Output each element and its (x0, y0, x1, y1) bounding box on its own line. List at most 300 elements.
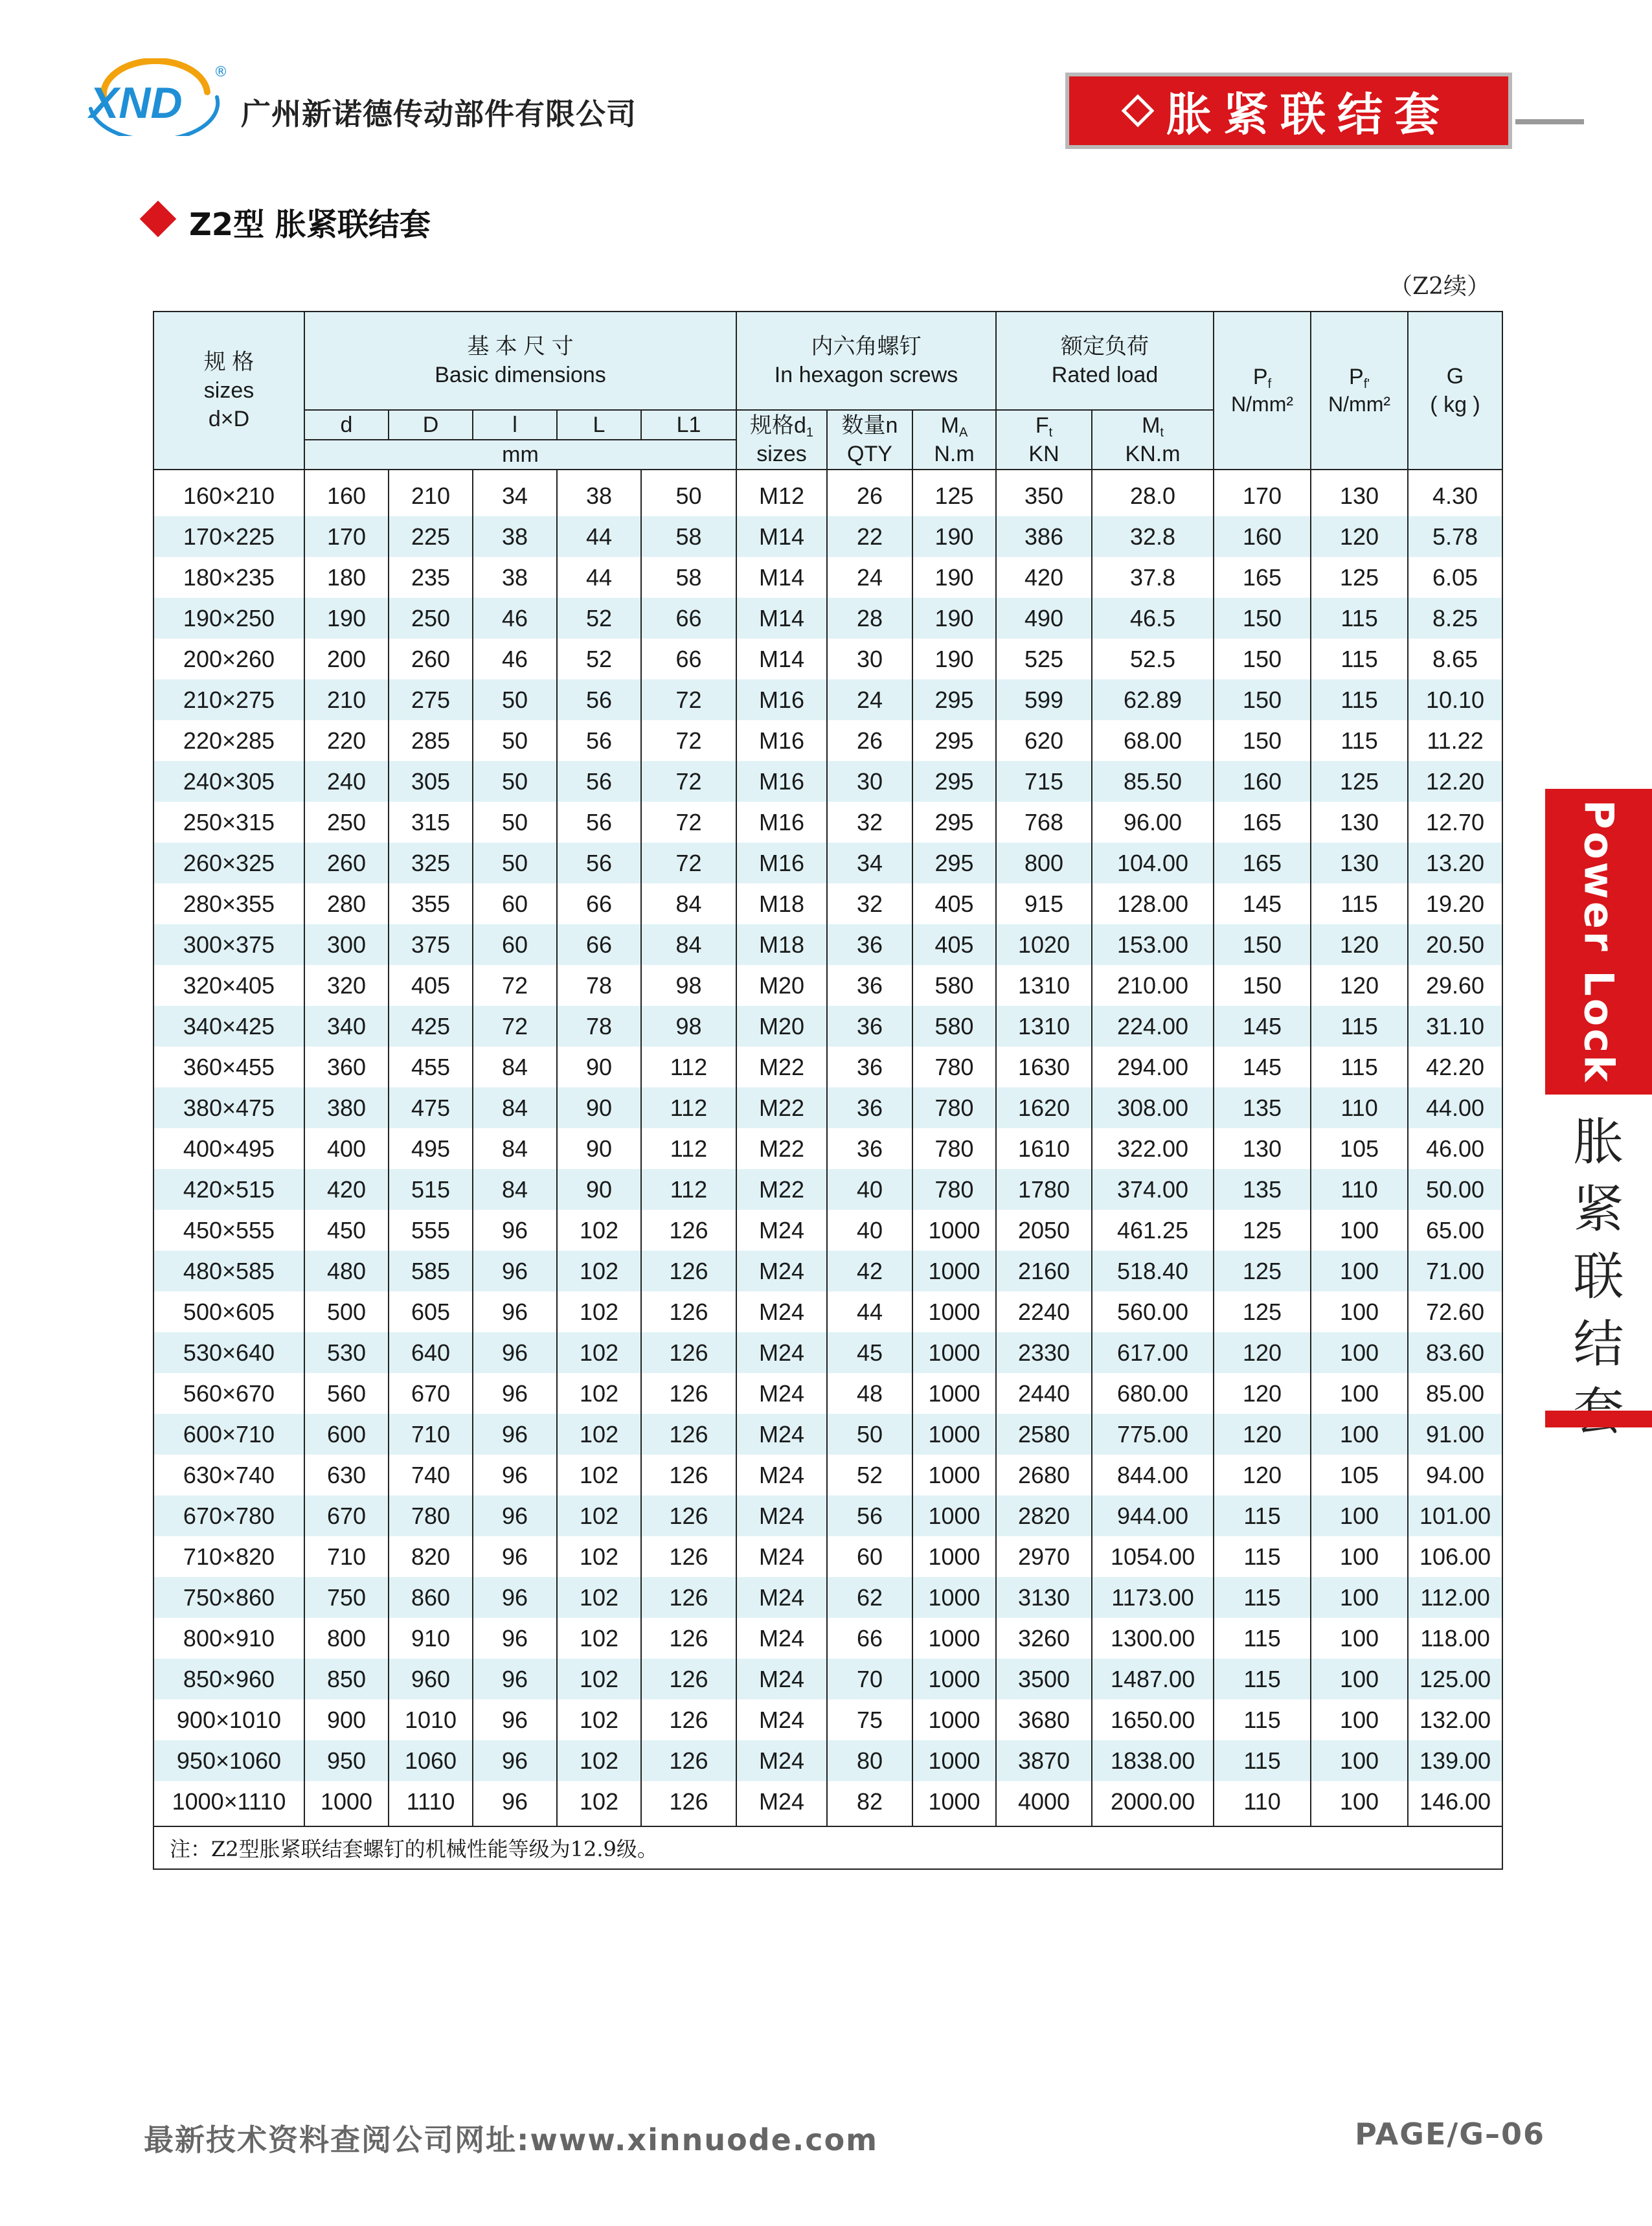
table-cell: 780 (912, 1169, 996, 1210)
table-cell: 585 (389, 1251, 473, 1291)
table-cell: M16 (736, 802, 827, 843)
table-cell: M24 (736, 1618, 827, 1659)
table-row (153, 761, 1502, 802)
table-cell: 96 (473, 1495, 557, 1536)
table-cell: 300×375 (153, 924, 304, 965)
header-pf (1214, 312, 1311, 470)
table-cell: 375 (389, 924, 473, 965)
table-cell: 150 (1214, 924, 1311, 965)
table-cell: 125 (1311, 557, 1408, 598)
table-row (153, 639, 1502, 679)
table-cell: 130 (1311, 802, 1408, 843)
table-cell: 350 (996, 470, 1092, 516)
table-cell: 190 (304, 598, 389, 639)
table-cell: 115 (1214, 1536, 1311, 1577)
table-cell: 100 (1311, 1659, 1408, 1699)
table-cell: 96 (473, 1699, 557, 1740)
table-cell: 132.00 (1408, 1699, 1502, 1740)
table-cell: 112 (641, 1128, 736, 1169)
header-load-cn: 额定负荷 (1061, 334, 1149, 359)
header-rule-right (1515, 119, 1584, 124)
table-cell: 910 (389, 1618, 473, 1659)
header-pf-unit: N/mm² (1231, 392, 1294, 416)
table-cell: 126 (641, 1373, 736, 1414)
table-cell: 118.00 (1408, 1618, 1502, 1659)
table-cell: 420 (996, 557, 1092, 598)
table-cell: 780 (912, 1047, 996, 1087)
table-cell: 3870 (996, 1740, 1092, 1781)
table-cell: 100 (1311, 1210, 1408, 1251)
table-cell: 750 (304, 1577, 389, 1618)
table-cell: 340 (304, 1006, 389, 1047)
table-cell: 58 (641, 516, 736, 557)
company-logo (78, 58, 233, 136)
table-cell: 374.00 (1092, 1169, 1214, 1210)
table-cell: 2160 (996, 1251, 1092, 1291)
table-cell: 915 (996, 883, 1092, 924)
table-cell: M24 (736, 1414, 827, 1455)
table-cell: 115 (1214, 1577, 1311, 1618)
table-cell: 112 (641, 1047, 736, 1087)
table-cell: 44.00 (1408, 1087, 1502, 1128)
table-cell: 1000 (912, 1455, 996, 1495)
table-cell: 1110 (389, 1781, 473, 1826)
table-cell: 96 (473, 1618, 557, 1659)
header-mt-symbol: M (1142, 413, 1160, 438)
table-cell: 710×820 (153, 1536, 304, 1577)
table-cell: M16 (736, 679, 827, 720)
table-row (153, 1128, 1502, 1169)
table-cell: 325 (389, 843, 473, 883)
table-cell: 56 (557, 720, 641, 761)
table-cell: 135 (1214, 1169, 1311, 1210)
table-cell: 165 (1214, 802, 1311, 843)
table-cell: M24 (736, 1536, 827, 1577)
side-tab-char: 紧 (1573, 1181, 1624, 1239)
table-cell: 115 (1311, 1006, 1408, 1047)
table-cell: M20 (736, 965, 827, 1006)
footer-website: 最新技术资料查阅公司网址:www.xinnuode.com (144, 2122, 879, 2157)
spec-table (153, 311, 1503, 1870)
header-spec-d1 (736, 410, 827, 470)
table-cell: 1300.00 (1092, 1618, 1214, 1659)
table-cell: 84 (641, 883, 736, 924)
table-cell: 225 (389, 516, 473, 557)
header-load-en: Rated load (1051, 363, 1159, 387)
table-cell: 617.00 (1092, 1332, 1214, 1373)
table-cell: 115 (1214, 1740, 1311, 1781)
table-cell: 102 (557, 1495, 641, 1536)
header-D-upper: D (389, 410, 473, 440)
table-cell: 66 (557, 924, 641, 965)
table-cell: 90 (557, 1128, 641, 1169)
header-hexagon-screws (736, 312, 996, 410)
table-cell: 126 (641, 1536, 736, 1577)
table-cell: 126 (641, 1740, 736, 1781)
table-cell: 50 (641, 470, 736, 516)
table-cell: 50 (473, 761, 557, 802)
table-cell: 599 (996, 679, 1092, 720)
diamond-outline-icon (1122, 95, 1155, 128)
header-ma-sub: A (959, 426, 968, 440)
table-cell: 1000 (912, 1618, 996, 1659)
table-cell: 115 (1214, 1618, 1311, 1659)
header-ma (912, 410, 996, 470)
header-screws-en: In hexagon screws (774, 363, 958, 387)
table-cell: 100 (1311, 1291, 1408, 1332)
table-cell: 130 (1214, 1128, 1311, 1169)
registered-mark: ® (214, 64, 228, 80)
table-cell: 72 (473, 1006, 557, 1047)
table-cell: 126 (641, 1781, 736, 1826)
table-cell: 3680 (996, 1699, 1092, 1740)
table-cell: 72 (641, 679, 736, 720)
table-cell: 295 (912, 720, 996, 761)
header-pf2-symbol: P (1349, 365, 1364, 390)
table-cell: 102 (557, 1251, 641, 1291)
table-cell: 750×860 (153, 1577, 304, 1618)
table-cell: 405 (389, 965, 473, 1006)
table-cell: 91.00 (1408, 1414, 1502, 1455)
table-cell: 190 (912, 598, 996, 639)
table-cell: 420 (304, 1169, 389, 1210)
table-cell: 102 (557, 1699, 641, 1740)
table-cell: 630×740 (153, 1455, 304, 1495)
table-cell: 295 (912, 802, 996, 843)
table-cell: 126 (641, 1210, 736, 1251)
table-cell: 56 (557, 761, 641, 802)
table-cell: 102 (557, 1291, 641, 1332)
table-cell: 96 (473, 1740, 557, 1781)
table-cell: 115 (1311, 1047, 1408, 1087)
table-row (153, 1699, 1502, 1740)
header-size (153, 312, 304, 470)
table-row (153, 1455, 1502, 1495)
table-row (153, 598, 1502, 639)
table-cell: 530 (304, 1332, 389, 1373)
table-cell: 20.50 (1408, 924, 1502, 965)
table-cell: 30 (827, 761, 912, 802)
table-cell: 260×325 (153, 843, 304, 883)
table-row (153, 1251, 1502, 1291)
table-cell: 36 (827, 924, 912, 965)
table-cell: 50 (473, 843, 557, 883)
table-cell: 135 (1214, 1087, 1311, 1128)
table-cell: 380×475 (153, 1087, 304, 1128)
table-cell: 84 (473, 1169, 557, 1210)
table-cell: 46 (473, 639, 557, 679)
table-cell: 126 (641, 1291, 736, 1332)
header-rated-load (996, 312, 1214, 410)
table-cell: 1060 (389, 1740, 473, 1781)
table-cell: M24 (736, 1332, 827, 1373)
header-ft (996, 410, 1092, 470)
table-row (153, 1618, 1502, 1659)
table-cell: 96 (473, 1210, 557, 1251)
table-cell: 768 (996, 802, 1092, 843)
table-cell: 101.00 (1408, 1495, 1502, 1536)
table-cell: 515 (389, 1169, 473, 1210)
table-cell: 250 (389, 598, 473, 639)
table-cell: 500 (304, 1291, 389, 1332)
table-row (153, 1414, 1502, 1455)
table-cell: 120 (1214, 1455, 1311, 1495)
table-cell: 105 (1311, 1128, 1408, 1169)
table-cell: 50 (473, 802, 557, 843)
header-l: l (473, 410, 557, 440)
table-cell: 36 (827, 1047, 912, 1087)
table-cell: 210×275 (153, 679, 304, 720)
table-cell: 1610 (996, 1128, 1092, 1169)
table-cell: 530×640 (153, 1332, 304, 1373)
table-cell: 100 (1311, 1251, 1408, 1291)
table-cell: 285 (389, 720, 473, 761)
table-cell: 240×305 (153, 761, 304, 802)
table-cell: 190 (912, 557, 996, 598)
table-cell: 4000 (996, 1781, 1092, 1826)
table-cell: 420×515 (153, 1169, 304, 1210)
table-cell: 1310 (996, 965, 1092, 1006)
table-cell: 315 (389, 802, 473, 843)
table-cell: 480 (304, 1251, 389, 1291)
table-cell: 125 (1214, 1210, 1311, 1251)
table-cell: 900×1010 (153, 1699, 304, 1740)
table-cell: 2440 (996, 1373, 1092, 1414)
table-body (153, 470, 1502, 1826)
table-cell: 525 (996, 639, 1092, 679)
table-cell: 50.00 (1408, 1169, 1502, 1210)
table-cell: 360 (304, 1047, 389, 1087)
table-cell: 139.00 (1408, 1740, 1502, 1781)
table-cell: 126 (641, 1659, 736, 1699)
table-cell: 38 (473, 557, 557, 598)
table-cell: 130 (1311, 843, 1408, 883)
table-cell: 66 (641, 639, 736, 679)
table-cell: 160 (1214, 761, 1311, 802)
header-ma-symbol: M (940, 413, 959, 438)
table-cell: M22 (736, 1169, 827, 1210)
table-cell: M12 (736, 470, 827, 516)
table-cell: 1487.00 (1092, 1659, 1214, 1699)
table-cell: 240 (304, 761, 389, 802)
table-cell: 56 (557, 679, 641, 720)
table-cell: 775.00 (1092, 1414, 1214, 1455)
company-name: 广州新诺德传动部件有限公司 (241, 97, 637, 131)
header-screws-cn: 内六角螺钉 (811, 334, 922, 359)
table-cell: 106.00 (1408, 1536, 1502, 1577)
table-cell: 450×555 (153, 1210, 304, 1251)
table-cell: 56 (557, 802, 641, 843)
header-size-dim: d×D (208, 407, 250, 432)
table-cell: 50 (473, 720, 557, 761)
table-cell: 165 (1214, 843, 1311, 883)
table-cell: 128.00 (1092, 883, 1214, 924)
header-spec-label: 规格d (749, 413, 806, 438)
header-pf2-sub: f' (1363, 377, 1370, 392)
table-cell: 235 (389, 557, 473, 598)
table-cell: 475 (389, 1087, 473, 1128)
table-cell: 120 (1311, 516, 1408, 557)
table-cell: 115 (1214, 1495, 1311, 1536)
table-cell: 46.00 (1408, 1128, 1502, 1169)
table-row (153, 1577, 1502, 1618)
table-cell: 125 (1214, 1291, 1311, 1332)
header-L-upper: L (557, 410, 641, 440)
table-cell: 102 (557, 1740, 641, 1781)
table-cell: 605 (389, 1291, 473, 1332)
table-cell: 844.00 (1092, 1455, 1214, 1495)
table-cell: 120 (1214, 1414, 1311, 1455)
header-ft-unit: KN (1028, 442, 1059, 467)
table-cell: 126 (641, 1577, 736, 1618)
table-cell: 102 (557, 1210, 641, 1251)
table-cell: 96 (473, 1455, 557, 1495)
footer-page-number: PAGE/G–06 (1355, 2117, 1545, 2152)
table-cell: 480×585 (153, 1251, 304, 1291)
table-cell: 1650.00 (1092, 1699, 1214, 1740)
table-cell: 150 (1214, 679, 1311, 720)
side-tab-bar (1545, 1411, 1652, 1427)
spec-table-wrapper (153, 311, 1502, 1870)
table-cell: 84 (473, 1047, 557, 1087)
table-cell: 305 (389, 761, 473, 802)
table-cell: 126 (641, 1332, 736, 1373)
table-cell: 1000 (912, 1536, 996, 1577)
table-cell: 110 (1311, 1169, 1408, 1210)
table-cell: M24 (736, 1291, 827, 1332)
table-cell: 34 (473, 470, 557, 516)
table-cell: 800×910 (153, 1618, 304, 1659)
logo-text: XND (89, 78, 183, 128)
table-cell: 295 (912, 761, 996, 802)
table-row (153, 720, 1502, 761)
table-cell: 102 (557, 1332, 641, 1373)
table-cell: 2330 (996, 1332, 1092, 1373)
table-cell: M16 (736, 761, 827, 802)
table-cell: 405 (912, 883, 996, 924)
table-cell: 300 (304, 924, 389, 965)
table-cell: 580 (912, 965, 996, 1006)
table-cell: 126 (641, 1699, 736, 1740)
table-cell: 56 (557, 843, 641, 883)
table-cell: 100 (1311, 1495, 1408, 1536)
table-cell: 1000 (912, 1291, 996, 1332)
side-tab-cn (1545, 1109, 1652, 1446)
table-cell: 102 (557, 1414, 641, 1455)
continued-label: （Z2续） (1389, 273, 1490, 300)
table-cell: 260 (389, 639, 473, 679)
table-cell: 36 (827, 1128, 912, 1169)
table-cell: 190 (912, 639, 996, 679)
table-cell: 455 (389, 1047, 473, 1087)
table-cell: M16 (736, 720, 827, 761)
section-title: Z2型 胀紧联结套 (189, 207, 431, 243)
table-cell: 52 (557, 639, 641, 679)
table-cell: 190 (912, 516, 996, 557)
table-cell: 1000 (912, 1251, 996, 1291)
table-cell: 96 (473, 1373, 557, 1414)
side-tab-char: 结 (1573, 1315, 1624, 1374)
table-cell: 600 (304, 1414, 389, 1455)
table-cell: 180 (304, 557, 389, 598)
table-cell: 3260 (996, 1618, 1092, 1659)
table-cell: 944.00 (1092, 1495, 1214, 1536)
table-cell: 30 (827, 639, 912, 679)
table-cell: 1000 (304, 1781, 389, 1826)
table-cell: 68.00 (1092, 720, 1214, 761)
table-cell: 2240 (996, 1291, 1092, 1332)
table-cell: 160 (1214, 516, 1311, 557)
table-cell: 96 (473, 1332, 557, 1373)
table-cell: 1000 (912, 1740, 996, 1781)
table-cell: M22 (736, 1087, 827, 1128)
table-cell: 145 (1214, 883, 1311, 924)
table-cell: 66 (557, 883, 641, 924)
table-cell: 740 (389, 1455, 473, 1495)
table-cell: 40 (827, 1169, 912, 1210)
table-cell: 150 (1214, 720, 1311, 761)
table-cell: 322.00 (1092, 1128, 1214, 1169)
table-cell: M24 (736, 1251, 827, 1291)
table-row (153, 516, 1502, 557)
table-cell: 1000 (912, 1699, 996, 1740)
table-cell: 100 (1311, 1536, 1408, 1577)
table-cell: 1000 (912, 1332, 996, 1373)
table-cell: 670×780 (153, 1495, 304, 1536)
table-cell: 600×710 (153, 1414, 304, 1455)
table-cell: 96.00 (1092, 802, 1214, 843)
table-cell: 405 (912, 924, 996, 965)
table-cell: 680.00 (1092, 1373, 1214, 1414)
side-tab-en (1545, 789, 1652, 1095)
table-cell: 1620 (996, 1087, 1092, 1128)
table-cell: 355 (389, 883, 473, 924)
table-cell: 66 (827, 1618, 912, 1659)
table-cell: 210 (389, 470, 473, 516)
table-row (153, 924, 1502, 965)
table-cell: 36 (827, 1006, 912, 1047)
table-cell: 150 (1214, 598, 1311, 639)
table-cell: 125 (912, 470, 996, 516)
table-cell: 110 (1214, 1781, 1311, 1826)
table-cell: M18 (736, 924, 827, 965)
table-cell: 160 (304, 470, 389, 516)
table-cell: M24 (736, 1495, 827, 1536)
table-cell: 44 (827, 1291, 912, 1332)
table-note: 注：Z2型胀紧联结套螺钉的机械性能等级为12.9级。 (153, 1826, 1502, 1869)
table-cell: 100 (1311, 1740, 1408, 1781)
table-cell: 780 (912, 1128, 996, 1169)
table-cell: 31.10 (1408, 1006, 1502, 1047)
table-cell: 200 (304, 639, 389, 679)
header-mt-unit: KN.m (1125, 442, 1181, 467)
header-size-en: sizes (203, 378, 255, 403)
table-cell: 96 (473, 1414, 557, 1455)
header-g-unit: ( kg ) (1430, 392, 1480, 418)
table-cell: 58 (641, 557, 736, 598)
table-row (153, 557, 1502, 598)
table-cell: 98 (641, 965, 736, 1006)
table-cell: 11.22 (1408, 720, 1502, 761)
table-cell: 1000 (912, 1414, 996, 1455)
table-cell: 126 (641, 1414, 736, 1455)
table-cell: 78 (557, 1006, 641, 1047)
table-cell: 126 (641, 1618, 736, 1659)
table-cell: 75 (827, 1699, 912, 1740)
table-cell: 1000 (912, 1210, 996, 1251)
table-cell: 1000 (912, 1781, 996, 1826)
table-cell: 294.00 (1092, 1047, 1214, 1087)
